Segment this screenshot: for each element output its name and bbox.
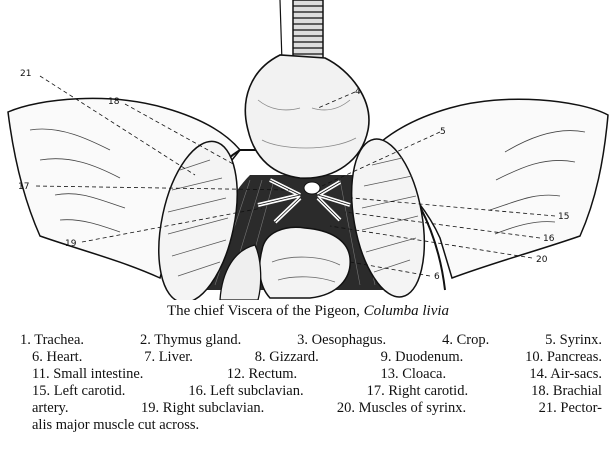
figure-legend	[20, 332, 602, 434]
legend-item: 10. Pancreas.	[525, 349, 602, 365]
label-17: 17	[18, 182, 30, 192]
legend-item: 15. Left carotid.	[32, 383, 126, 399]
legend-item: artery.	[32, 400, 69, 416]
legend-item: 21. Pector-	[538, 400, 602, 416]
legend-item: 18. Brachial	[531, 383, 602, 399]
legend-item: 14. Air-sacs.	[529, 366, 602, 382]
legend-item: 6. Heart.	[32, 349, 83, 365]
label-5: 5	[440, 127, 446, 137]
label-15: 15	[558, 212, 570, 222]
figure-caption	[0, 303, 616, 320]
legend-line	[20, 349, 602, 366]
legend-item: alis major muscle cut across.	[32, 417, 200, 433]
legend-item: 3. Oesophagus.	[297, 332, 387, 348]
legend-line	[20, 332, 602, 349]
legend-item: 1. Trachea.	[20, 332, 85, 348]
legend-item: 19. Right subclavian.	[141, 400, 265, 416]
legend-item: 9. Duodenum.	[380, 349, 464, 365]
legend-line	[20, 417, 602, 434]
label-20: 20	[536, 255, 548, 265]
crop	[245, 55, 369, 178]
caption-text: The chief Viscera of the Pigeon,	[166, 303, 360, 319]
legend-item: 20. Muscles of syrinx.	[336, 400, 467, 416]
legend-line	[20, 383, 602, 400]
label-4: 4	[355, 87, 361, 97]
legend-line	[20, 400, 602, 417]
legend-item: 12. Rectum.	[226, 366, 298, 382]
label-6: 6	[434, 272, 440, 282]
legend-item: 11. Small intestine.	[32, 366, 144, 382]
legend-line	[20, 366, 602, 383]
legend-item: 4. Crop.	[442, 332, 490, 348]
trachea	[293, 0, 323, 62]
label-19: 19	[65, 239, 77, 249]
heart	[260, 227, 351, 298]
legend-item: 5. Syrinx.	[545, 332, 602, 348]
legend-item: 17. Right carotid.	[366, 383, 469, 399]
legend-item: 16. Left subclavian.	[188, 383, 304, 399]
label-18: 18	[108, 97, 120, 107]
syrinx	[304, 182, 320, 194]
label-21: 21	[20, 69, 32, 79]
legend-item: 13. Cloaca.	[380, 366, 447, 382]
caption-species: Columba livia	[363, 303, 450, 319]
label-16: 16	[543, 234, 555, 244]
legend-item: 2. Thymus gland.	[139, 332, 242, 348]
legend-item: 8. Gizzard.	[254, 349, 319, 365]
legend-item: 7. Liver.	[144, 349, 193, 365]
